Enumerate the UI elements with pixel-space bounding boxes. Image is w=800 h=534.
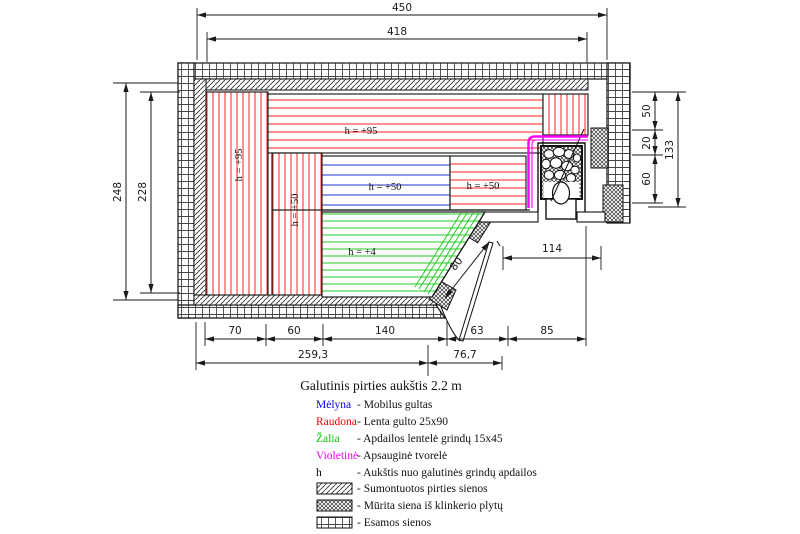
- dim-arrow: [197, 12, 206, 17]
- legend-desc: - Lenta gulto 25x90: [357, 416, 449, 428]
- dim-arrow: [675, 92, 680, 101]
- klinker-block-bottom: [603, 185, 623, 222]
- dim-label: 50: [641, 104, 653, 118]
- dim-arrow: [598, 12, 607, 17]
- legend-desc: - Apsauginė tvorelė: [357, 450, 448, 462]
- legend-title: Galutinis pirties aukštis 2.2 m: [300, 378, 462, 393]
- bench-left-red: [206, 92, 268, 295]
- dim-arrow: [419, 360, 428, 365]
- legend-items: [316, 399, 537, 529]
- legend-item: [316, 450, 447, 462]
- dim-arrow: [428, 360, 437, 365]
- dim-bottom_a: [205, 325, 266, 342]
- dim-arrow: [675, 198, 680, 207]
- dim-arrow: [592, 255, 601, 260]
- dim-arrow: [447, 336, 456, 341]
- stove-room-wall-right: [577, 212, 605, 222]
- dim-arrow: [652, 92, 657, 101]
- label-bench-top: h = +95: [344, 126, 378, 137]
- dim-arrow: [257, 336, 266, 341]
- dim-label: 70: [228, 325, 242, 337]
- legend-term: Raudona: [316, 416, 357, 428]
- dim-top_inner: [207, 26, 587, 42]
- dim-bottom_c: [323, 325, 447, 342]
- label-bench-mid: h = +50: [290, 193, 301, 227]
- dim-label: 140: [374, 325, 396, 337]
- legend: [300, 378, 537, 529]
- label-bench-mobile: h = +50: [368, 182, 402, 193]
- dim-left_inner: [137, 92, 154, 293]
- dim-arrow: [196, 360, 205, 365]
- dim-label: 228: [137, 181, 149, 203]
- dim-arrow: [314, 336, 323, 341]
- dim-left_outer: [112, 83, 129, 300]
- legend-term: h: [316, 467, 322, 479]
- label-bench-right: h = +50: [466, 181, 500, 192]
- dim-arrow: [652, 194, 657, 203]
- legend-desc: - Sumontuotos pirties sienos: [357, 483, 488, 495]
- dim-label: 76,7: [453, 349, 477, 361]
- dim-arrow: [323, 336, 332, 341]
- dim-bottom_sum_left: [196, 349, 428, 366]
- dim-label: 85: [540, 325, 554, 337]
- klinker-pier: [591, 128, 608, 168]
- legend-item: [316, 416, 448, 428]
- dim-label: 248: [112, 181, 124, 203]
- dim-arrow: [499, 336, 508, 341]
- legend-term: Žalia: [316, 433, 340, 445]
- dim-arrow: [207, 36, 216, 41]
- label-bench-left: h = +95: [234, 148, 245, 182]
- legend-swatch-hatch: [317, 483, 352, 494]
- dim-arrow: [266, 336, 275, 341]
- wall-top-brick: [178, 63, 630, 79]
- dim-label: 60: [287, 325, 301, 337]
- wall-bottom-brick: [178, 305, 445, 318]
- dim-bottom_e: [508, 325, 586, 342]
- dim-label: 60: [641, 172, 653, 186]
- legend-item: [317, 517, 432, 529]
- legend-desc: - Mobilus gultas: [357, 399, 433, 411]
- dim-label: 259,3: [297, 349, 329, 361]
- label-floor: h = +4: [348, 247, 376, 258]
- dim-right_a: [641, 92, 658, 130]
- wall-left-hatch: [194, 79, 206, 305]
- wall-top-hatch: [194, 79, 588, 90]
- dim-label: 80: [447, 255, 466, 274]
- legend-swatch-brick: [317, 517, 352, 528]
- dim-arrow: [652, 146, 657, 155]
- dim-label: 20: [641, 136, 653, 150]
- legend-item: [316, 399, 433, 411]
- dim-arrow: [652, 130, 657, 139]
- dim-arrow: [652, 121, 657, 130]
- legend-item: [316, 431, 503, 445]
- dim-right_c: [641, 155, 658, 203]
- legend-item: [317, 483, 488, 495]
- dim-right_b: [641, 130, 658, 155]
- dim-arrow: [577, 336, 586, 341]
- dim-arrow: [438, 336, 447, 341]
- legend-desc: - Esamos sienos: [357, 517, 432, 529]
- legend-desc: - Apdailos lentelė grindų 15x45: [357, 433, 503, 445]
- dim-arrow: [493, 360, 502, 365]
- bench-corner-red: [543, 94, 588, 135]
- legend-term: Mėlyna: [316, 399, 352, 411]
- stove-room-wall-left: [480, 212, 538, 222]
- dim-right_total: [664, 92, 681, 207]
- door-tick-mark: [497, 241, 500, 246]
- dim-arrow: [123, 83, 128, 92]
- dim-label: 450: [391, 2, 413, 14]
- dim-bottom_b: [266, 325, 323, 342]
- dim-top_outer: [197, 2, 607, 18]
- wall-left-brick: [178, 63, 194, 318]
- dim-arrow: [205, 336, 214, 341]
- dim-arrow: [503, 255, 512, 260]
- dim-arrow: [578, 36, 587, 41]
- benches: [206, 92, 588, 297]
- dim-label: 114: [541, 243, 563, 255]
- dim-arrow: [148, 92, 153, 101]
- legend-item: [317, 500, 503, 512]
- legend-term: Violetinė: [316, 450, 359, 462]
- dim-label: 418: [386, 26, 408, 38]
- dim-bottom_sum_right: [428, 349, 502, 366]
- dim-arrow: [652, 155, 657, 164]
- dim-arrow: [123, 291, 128, 300]
- legend-item: [316, 467, 537, 479]
- stove-area: [538, 129, 585, 219]
- dim-label: 63: [470, 325, 484, 337]
- dim-arrow: [148, 284, 153, 293]
- dim-bottom_d: [447, 325, 508, 342]
- legend-desc: - Mūrita siena iš klinkerio plytų: [357, 500, 503, 512]
- dim-arrow: [508, 336, 517, 341]
- bench-top-red: [268, 94, 543, 153]
- dim-label: 133: [664, 139, 676, 161]
- door-swing-arc: [441, 307, 460, 341]
- legend-desc: - Aukštis nuo galutinės grindų apdailos: [357, 467, 537, 479]
- floor-green: [322, 212, 485, 297]
- legend-swatch-cross: [317, 500, 352, 511]
